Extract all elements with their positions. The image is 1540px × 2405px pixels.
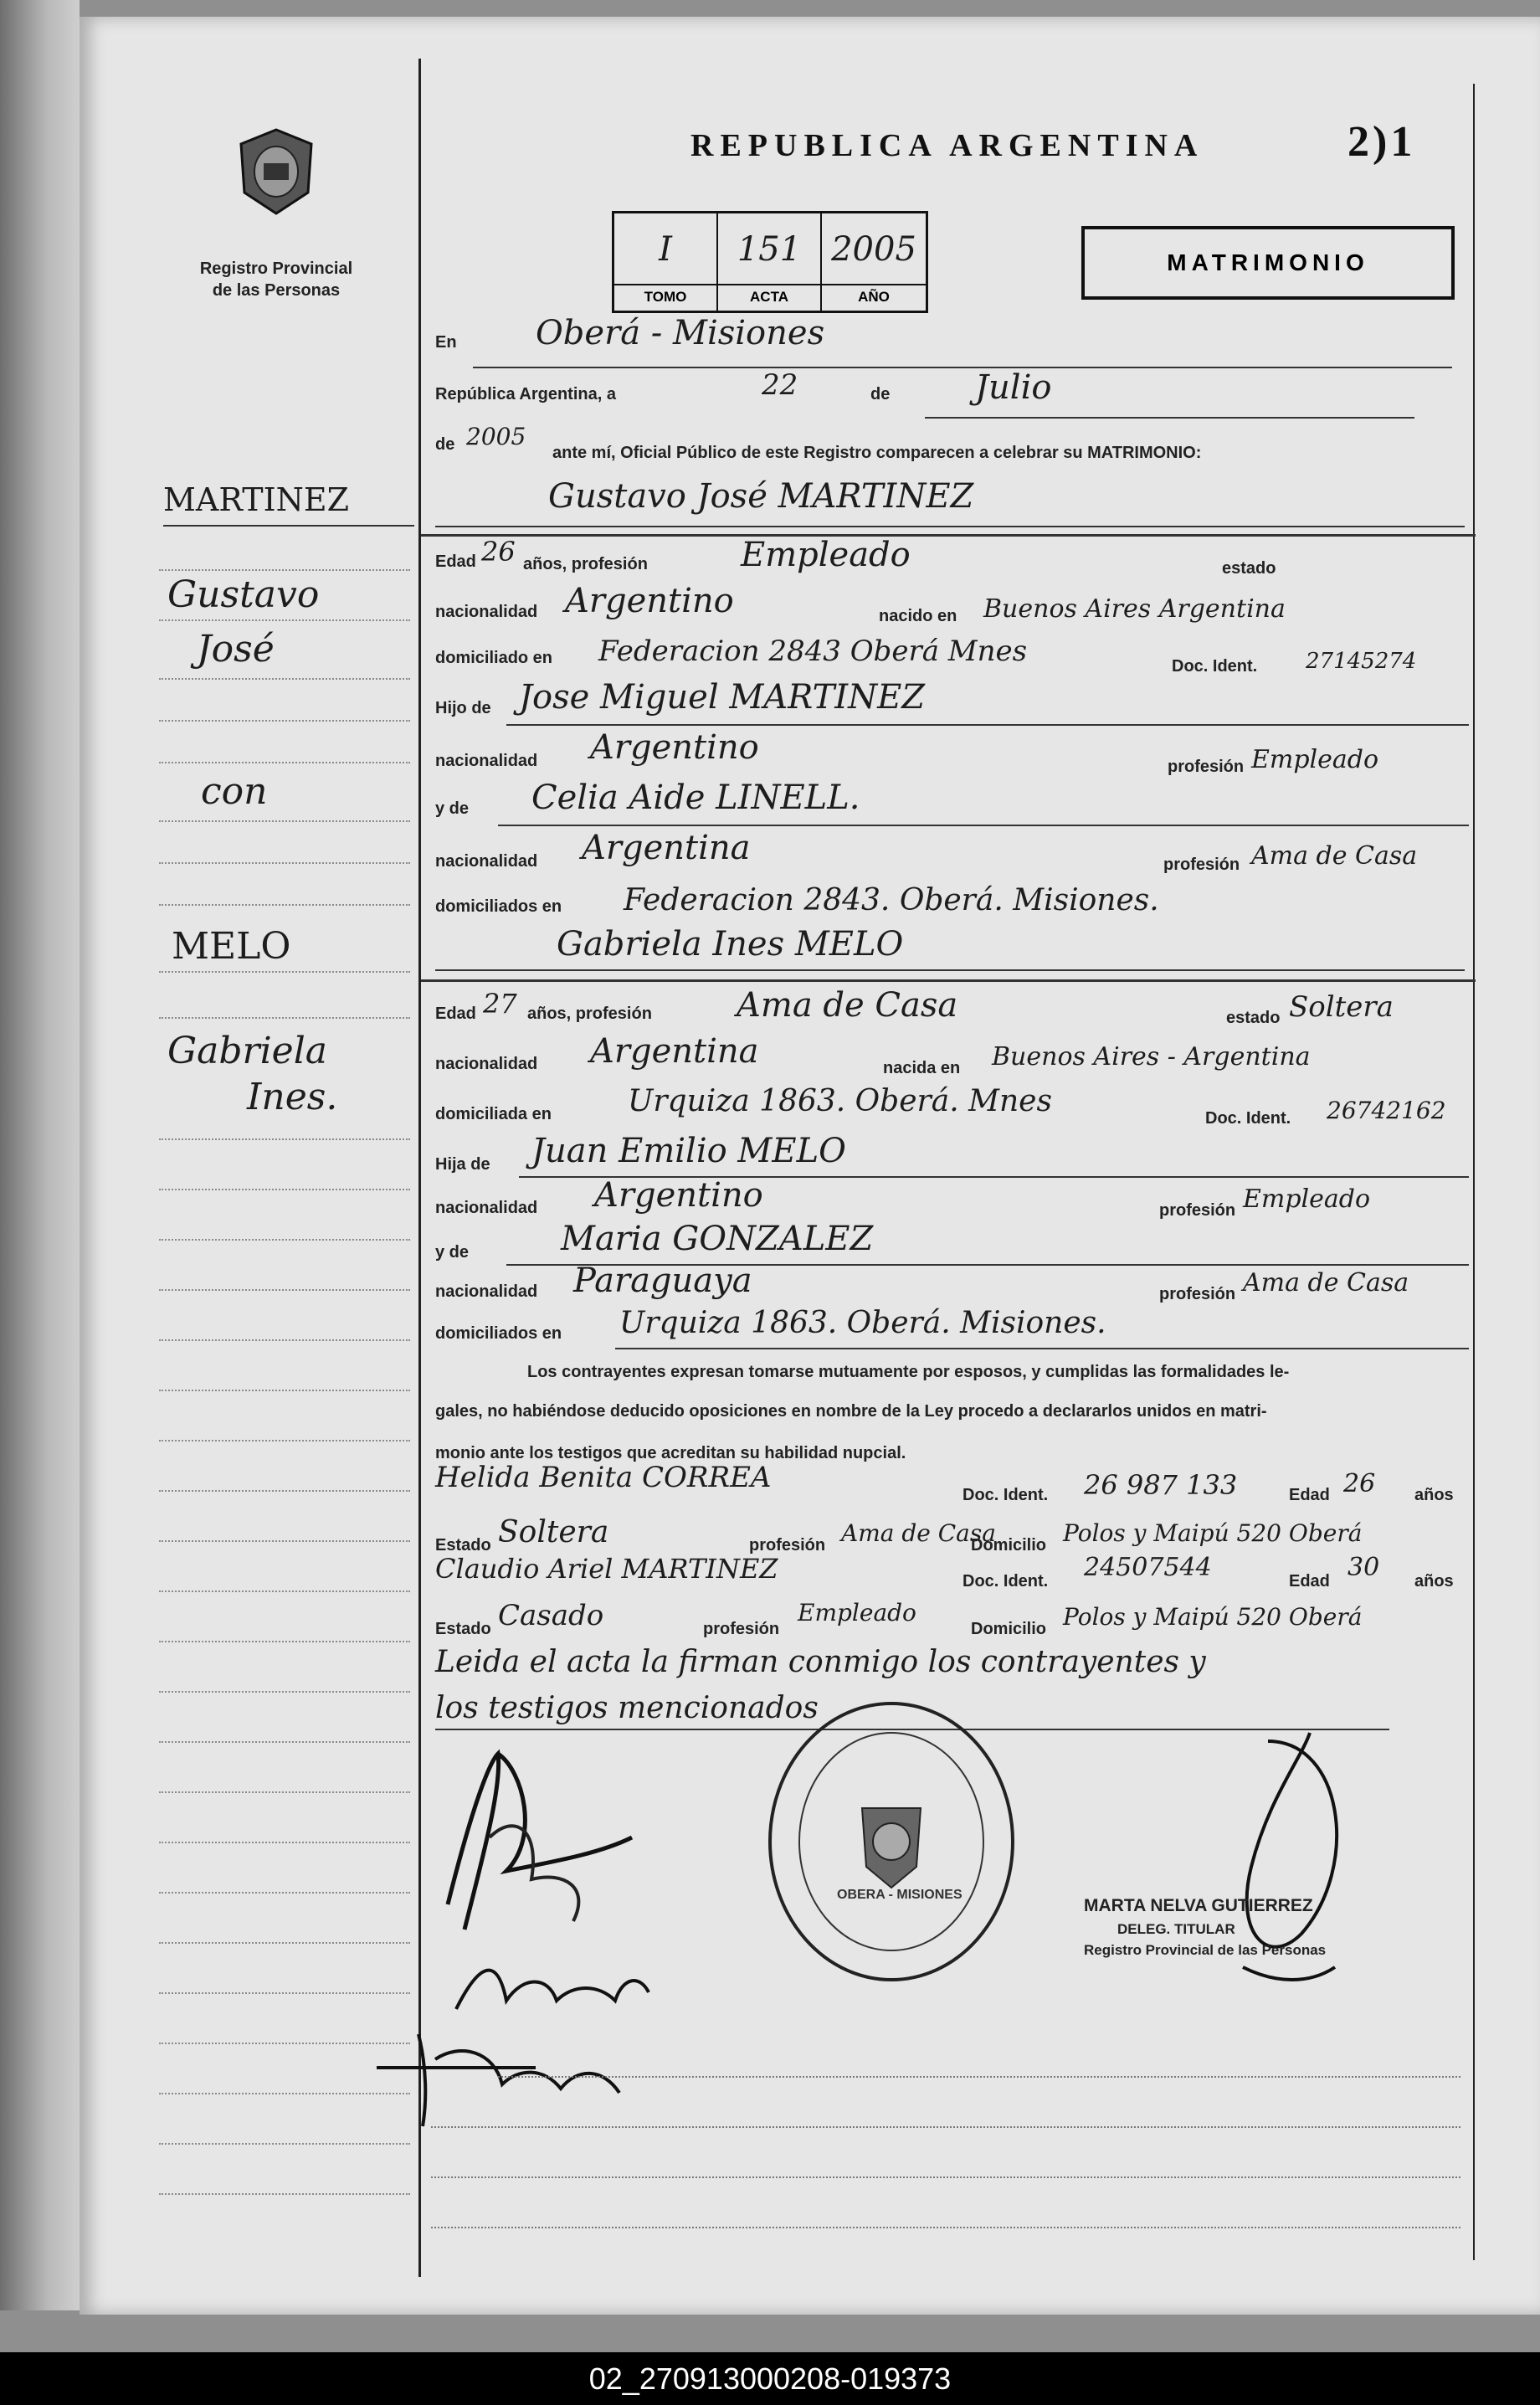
bride-parents-address: Urquiza 1863. Oberá. Misiones. xyxy=(619,1306,1106,1340)
margin-rule xyxy=(159,1842,410,1843)
margin-rule xyxy=(159,762,410,763)
witness-2-dom-label: Domicilio xyxy=(971,1620,1047,1638)
bride-age: 27 xyxy=(483,988,517,1020)
footer-code: 02_270913000208-019373 xyxy=(588,2361,952,2396)
place-line xyxy=(473,367,1452,368)
anio-value: 2005 xyxy=(831,230,916,269)
groom-mother-profession: Ama de Casa xyxy=(1251,841,1418,871)
margin-rule xyxy=(159,1540,410,1542)
bride-dom-label: domiciliada en xyxy=(435,1105,552,1123)
witness-1-address: Polos y Maipú 520 Oberá xyxy=(1063,1519,1363,1547)
margin-rule xyxy=(159,1691,410,1693)
groom-parents-address: Federacion 2843. Oberá. Misiones. xyxy=(624,883,1159,917)
margin-rule xyxy=(159,678,410,680)
witness-2-prof-label: profesión xyxy=(703,1620,780,1638)
groom-doc: 27145274 xyxy=(1306,649,1417,674)
witness-1-name: Helida Benita CORREA xyxy=(435,1461,772,1494)
groom-hijo-label: Hijo de xyxy=(435,699,491,717)
country-title: REPUBLICA ARGENTINA xyxy=(690,128,1204,163)
witness-2-estado-label: Estado xyxy=(435,1620,491,1638)
margin-rule xyxy=(159,1390,410,1391)
bride-divider xyxy=(421,979,1476,982)
bride-estado: Soltera xyxy=(1289,990,1394,1024)
groom-mother-nationality: Argentina xyxy=(582,829,751,867)
groom-nat-label: nacionalidad xyxy=(435,603,538,621)
statement-line-2: gales, no habiéndose deducido oposiciones en nombre de la Ley procedo a declararlos unidos en matri- xyxy=(435,1402,1267,1421)
body-rule xyxy=(431,2126,1460,2128)
bride-estado-label: estado xyxy=(1226,1009,1281,1027)
registry-seal-icon xyxy=(766,1699,1017,1984)
margin-rule xyxy=(159,1239,410,1241)
place: Oberá - Misiones xyxy=(536,314,825,352)
witness-1-estado: Soltera xyxy=(498,1515,609,1549)
witness-1-estado-label: Estado xyxy=(435,1536,491,1555)
bride-anos-label: años, profesión xyxy=(527,1005,652,1023)
witness-2-name: Claudio Ariel MARTINEZ xyxy=(435,1553,778,1585)
registry-name: Registro Provincial de las Personas xyxy=(199,260,353,300)
margin-groom-given: Gustavo xyxy=(167,573,320,616)
witness-2-age: 30 xyxy=(1348,1553,1380,1582)
margin-rule xyxy=(159,1741,410,1743)
margin-rule xyxy=(159,1138,410,1140)
bride-doc: 26742162 xyxy=(1327,1097,1446,1124)
ante-text: ante mí, Oficial Público de este Registro comparecen a celebrar su MATRIMONIO: xyxy=(552,444,1202,462)
page-number: 2)1 xyxy=(1348,118,1416,166)
groom-anos-label: años, profesión xyxy=(523,555,648,573)
margin-bride-given2: Ines. xyxy=(247,1076,338,1118)
en-label: En xyxy=(435,333,457,352)
acta-label: ACTA xyxy=(718,284,820,306)
officer-name: MARTA NELVA GUTIERREZ xyxy=(1084,1896,1313,1915)
witness-1-anos-label: años xyxy=(1414,1486,1454,1504)
groom-father-nationality: Argentino xyxy=(590,728,759,767)
bride-edad-label: Edad xyxy=(435,1005,476,1023)
de-label: de xyxy=(870,385,891,403)
margin-line-1 xyxy=(163,525,414,527)
seal-inner: OBERA - MISIONES xyxy=(837,1888,963,1902)
statement-line-3: monio ante los testigos que acreditan su habilidad nupcial. xyxy=(435,1444,906,1462)
bride-parents-line xyxy=(615,1348,1469,1349)
margin-con: con xyxy=(201,770,268,813)
closing-line-2: los testigos mencionados xyxy=(435,1691,819,1725)
bride-nat-label: nacionalidad xyxy=(435,1055,538,1073)
tomo-label: TOMO xyxy=(614,284,716,306)
margin-rule xyxy=(159,1440,410,1441)
acta-value: 151 xyxy=(737,230,802,269)
groom-nationality: Argentino xyxy=(565,582,734,620)
groom-profession: Empleado xyxy=(741,536,911,574)
witness-1-dom-label: Domicilio xyxy=(971,1536,1047,1555)
witness-1-age: 26 xyxy=(1343,1469,1376,1498)
acta-cell xyxy=(718,213,822,311)
signature-officer-icon xyxy=(1142,1716,1377,2009)
groom-mother-nat-label: nacionalidad xyxy=(435,852,538,871)
bride-nacida-label: nacida en xyxy=(883,1059,961,1077)
document-type: MATRIMONIO xyxy=(1167,249,1369,275)
right-border xyxy=(1473,84,1475,2260)
margin-rule xyxy=(159,1189,410,1190)
body-rule xyxy=(431,2176,1460,2178)
witness-2-edad-label: Edad xyxy=(1289,1572,1330,1590)
margin-rule xyxy=(159,720,410,722)
witness-1-profession: Ama de Casa xyxy=(841,1519,996,1547)
anio-label: AÑO xyxy=(822,284,926,306)
margin-rule xyxy=(159,1590,410,1592)
registry-logo-icon xyxy=(234,126,318,218)
groom-doc-label: Doc. Ident. xyxy=(1172,657,1258,676)
footer-bar xyxy=(0,2352,1540,2405)
bride-mother-nationality: Paraguaya xyxy=(573,1262,752,1300)
book-binding xyxy=(0,0,80,2310)
bride-birthplace: Buenos Aires - Argentina xyxy=(992,1042,1311,1071)
margin-rule xyxy=(159,2193,410,2195)
margin-rule xyxy=(159,1892,410,1894)
groom-divider xyxy=(421,534,1476,537)
body-rule xyxy=(431,2227,1460,2228)
groom-name: Gustavo José MARTINEZ xyxy=(548,477,974,516)
bride-profession: Ama de Casa xyxy=(737,986,958,1025)
day: 22 xyxy=(762,368,798,402)
witness-2-doc-label: Doc. Ident. xyxy=(963,1572,1049,1590)
acta-table xyxy=(612,211,928,313)
margin-rule xyxy=(159,2143,410,2145)
groom-yde-label: y de xyxy=(435,799,470,818)
bride-mother-nat-label: nacionalidad xyxy=(435,1282,538,1301)
witness-1-prof-label: profesión xyxy=(749,1536,826,1555)
groom-nacido-label: nacido en xyxy=(879,607,957,625)
bride-parents-dom-label: domiciliados en xyxy=(435,1324,562,1343)
groom-mother-line xyxy=(498,825,1469,826)
margin-bride-given: Gabriela xyxy=(167,1030,327,1072)
tomo-value: I xyxy=(659,230,672,269)
de-year-label: de xyxy=(435,435,455,454)
bride-yde-label: y de xyxy=(435,1243,470,1262)
bride-name: Gabriela Ines MELO xyxy=(557,925,904,964)
bride-mother: Maria GONZALEZ xyxy=(561,1220,874,1258)
groom-parents-dom-label: domiciliados en xyxy=(435,897,562,916)
month: Julio xyxy=(975,368,1052,407)
margin-rule xyxy=(159,1791,410,1793)
groom-mother-prof-label: profesión xyxy=(1163,856,1240,874)
margin-rule xyxy=(159,1490,410,1492)
groom-father: Jose Miguel MARTINEZ xyxy=(519,678,926,717)
republica-label: República Argentina, a xyxy=(435,385,616,403)
bride-father-nationality: Argentino xyxy=(594,1176,763,1215)
margin-rule xyxy=(159,1017,410,1019)
bride-address: Urquiza 1863. Oberá. Mnes xyxy=(628,1084,1052,1118)
bride-hija-label: Hija de xyxy=(435,1155,490,1174)
witness-2-address: Polos y Maipú 520 Oberá xyxy=(1063,1603,1363,1631)
bride-father: Juan Emilio MELO xyxy=(531,1132,846,1170)
bride-mother-prof-label: profesión xyxy=(1159,1285,1236,1303)
margin-rule xyxy=(159,1289,410,1291)
witness-1-doc-label: Doc. Ident. xyxy=(963,1486,1049,1504)
margin-rule xyxy=(159,862,410,864)
signature-groom-icon xyxy=(414,1737,665,1955)
document-type-box xyxy=(1081,226,1455,300)
bride-doc-label: Doc. Ident. xyxy=(1205,1109,1291,1128)
bride-father-profession: Empleado xyxy=(1243,1185,1371,1214)
closing-line-1: Leida el acta la firman conmigo los contrayentes y xyxy=(435,1645,1206,1679)
bride-father-prof-label: profesión xyxy=(1159,1201,1236,1220)
margin-groom-given2: José xyxy=(197,628,275,671)
margin-rule xyxy=(159,619,410,621)
groom-age: 26 xyxy=(481,536,516,568)
groom-dom-label: domiciliado en xyxy=(435,649,553,667)
groom-birthplace: Buenos Aires Argentina xyxy=(983,594,1286,624)
groom-estado-label: estado xyxy=(1222,559,1276,578)
officer-office: Registro Provincial de las Personas xyxy=(1084,1942,1327,1958)
witness-2-estado: Casado xyxy=(498,1599,604,1632)
groom-name-line xyxy=(435,526,1465,527)
officer-title: DELEG. TITULAR xyxy=(1117,1921,1235,1937)
witness-2-profession: Empleado xyxy=(798,1599,916,1626)
document-page xyxy=(80,17,1540,2315)
witness-1-doc: 26 987 133 xyxy=(1084,1469,1238,1501)
anio-cell xyxy=(822,213,926,311)
groom-edad-label: Edad xyxy=(435,552,476,571)
margin-bride-surname: MELO xyxy=(172,925,291,968)
groom-father-line xyxy=(506,724,1469,726)
bride-nationality: Argentina xyxy=(590,1032,759,1071)
margin-groom-surname: MARTINEZ xyxy=(163,481,350,518)
bride-mother-profession: Ama de Casa xyxy=(1243,1268,1409,1298)
margin-rule xyxy=(159,1992,410,1994)
witness-2-doc: 24507544 xyxy=(1084,1553,1212,1582)
month-line xyxy=(925,417,1414,419)
margin-rule xyxy=(159,904,410,906)
groom-father-profession: Empleado xyxy=(1251,745,1379,774)
groom-father-nat-label: nacionalidad xyxy=(435,752,538,770)
tomo-cell xyxy=(614,213,718,311)
body-rule xyxy=(498,2076,1460,2078)
margin-rule xyxy=(159,971,410,973)
bride-name-line xyxy=(435,969,1465,971)
margin-rule xyxy=(159,569,410,571)
margin-rule xyxy=(159,1641,410,1642)
groom-father-prof-label: profesión xyxy=(1168,758,1245,776)
statement-line-1: Los contrayentes expresan tomarse mutuamente por esposos, y cumplidas las formalidades le- xyxy=(527,1363,1290,1381)
groom-address: Federacion 2843 Oberá Mnes xyxy=(598,635,1028,668)
bride-father-nat-label: nacionalidad xyxy=(435,1199,538,1217)
margin-rule xyxy=(159,1339,410,1341)
witness-1-edad-label: Edad xyxy=(1289,1486,1330,1504)
margin-rule xyxy=(159,820,410,822)
witness-2-anos-label: años xyxy=(1414,1572,1454,1590)
groom-mother: Celia Aide LINELL. xyxy=(531,779,860,817)
year: 2005 xyxy=(466,423,526,450)
margin-rule xyxy=(159,1942,410,1944)
